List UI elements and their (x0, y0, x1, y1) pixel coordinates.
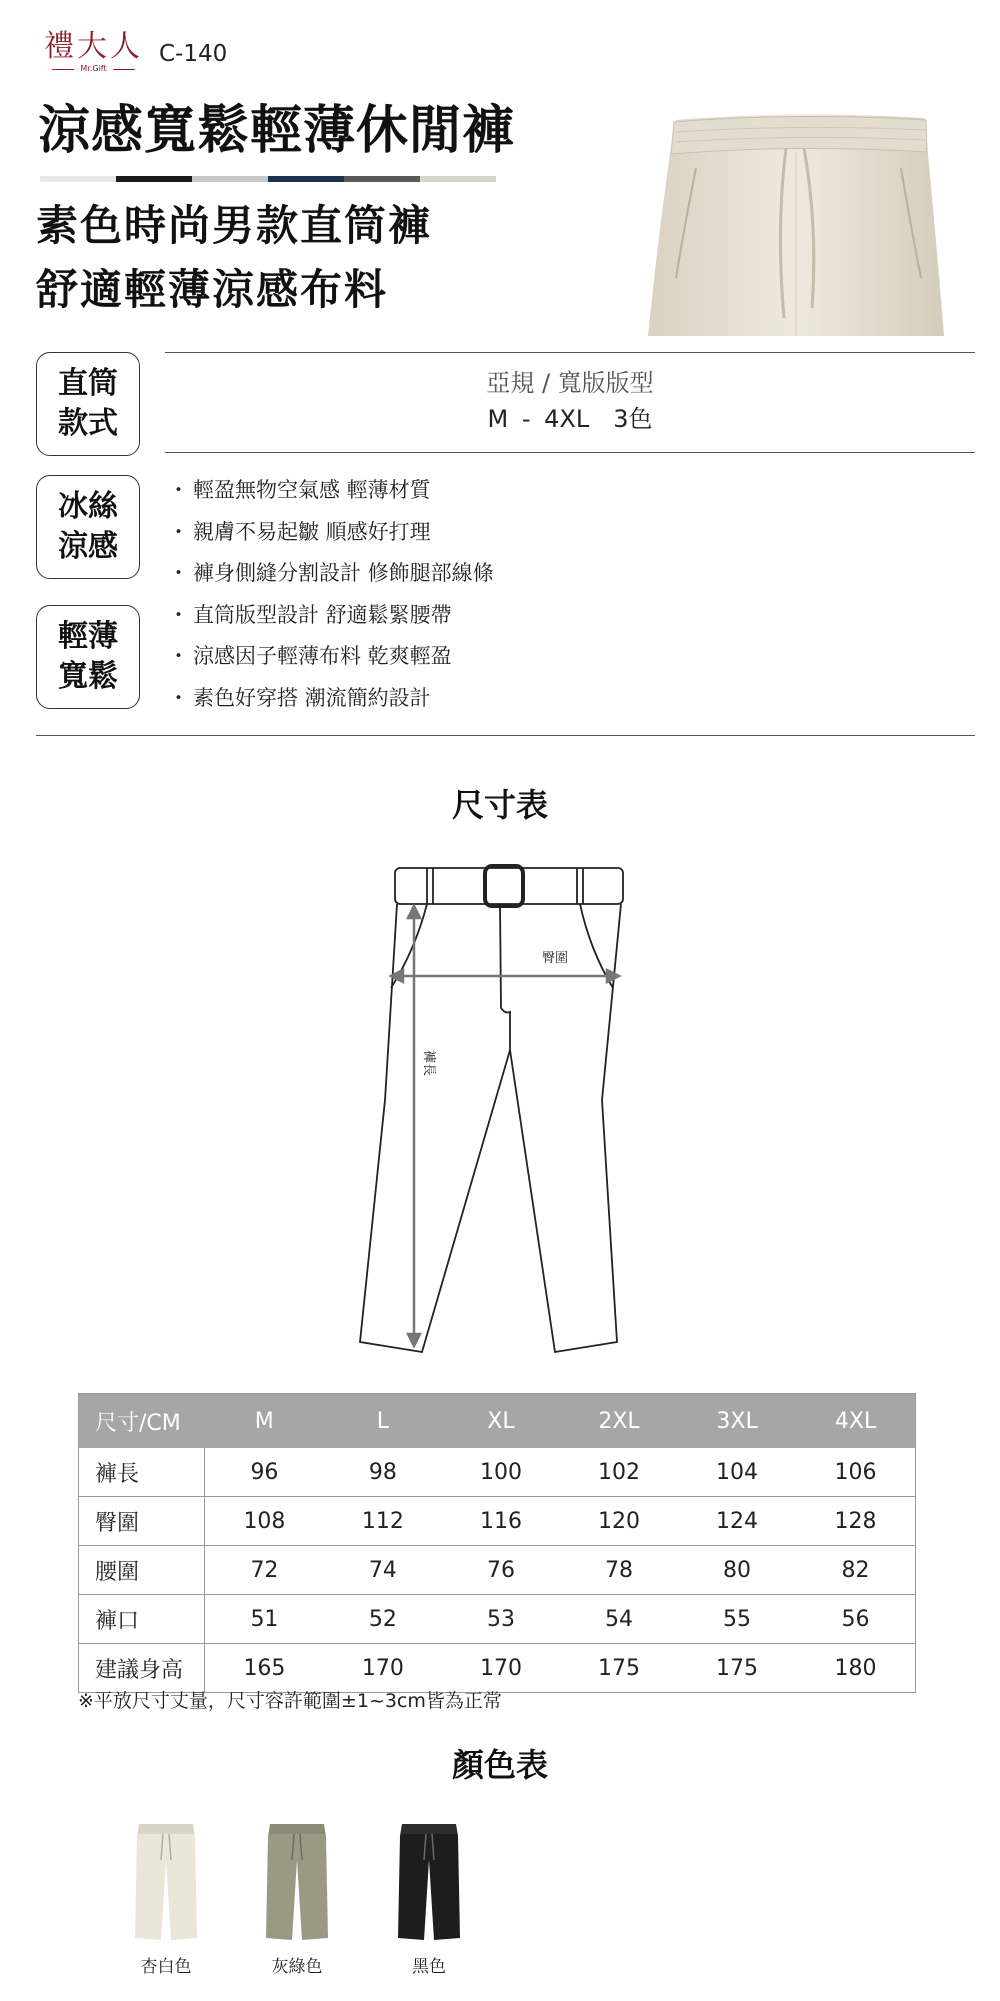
table-cell: 165 (205, 1644, 324, 1693)
pants-grey-green-image (264, 1820, 330, 1942)
product-title: 涼感寬鬆輕薄休閒褲 (38, 101, 516, 161)
table-cell: 96 (205, 1448, 324, 1497)
table-cell: 78 (560, 1546, 678, 1595)
header-cell: 4XL (796, 1394, 915, 1449)
table-cell: 104 (678, 1448, 796, 1497)
tag-style-line1: 直筒 (58, 366, 118, 401)
table-cell: 120 (560, 1497, 678, 1546)
color-bar-segment (40, 176, 116, 182)
feature-item: ・ 褲身側縫分割設計 修飾腿部線條 (168, 553, 494, 595)
table-cell: 106 (796, 1448, 915, 1497)
table-cell: 56 (796, 1595, 915, 1644)
feature-item: ・ 涼感因子輕薄布料 乾爽輕盈 (168, 636, 494, 678)
feature-item: ・ 輕盈無物空氣感 輕薄材質 (168, 470, 494, 512)
table-cell: 98 (324, 1448, 442, 1497)
tag-cool (36, 475, 140, 579)
header-cell: 尺寸/CM (79, 1394, 205, 1449)
table-cell: 53 (442, 1595, 560, 1644)
header-cell: M (205, 1394, 324, 1449)
header-cell: 2XL (560, 1394, 678, 1449)
divider-top (165, 352, 975, 353)
fit-type: 亞規 / 寬版版型 (486, 369, 654, 397)
tag-style (36, 352, 140, 456)
brand (44, 30, 227, 78)
table-row (79, 1448, 916, 1497)
divider-bottom (36, 735, 975, 736)
measurement-note: ※平放尺寸丈量，尺寸容許範圍±1~3cm皆為正常 (78, 1690, 502, 1712)
color-bar-segment (420, 176, 496, 182)
pants-size-diagram (355, 860, 665, 1360)
row-label: 腰圍 (79, 1546, 205, 1595)
tag-style-line2: 款式 (58, 406, 118, 441)
row-label: 臀圍 (79, 1497, 205, 1546)
subtitle-1: 素色時尚男款直筒褲 (36, 201, 433, 250)
size-table-header (79, 1394, 916, 1449)
feature-item: ・ 直筒版型設計 舒適鬆緊腰帶 (168, 595, 494, 637)
feature-item: ・ 素色好穿搭 潮流簡約設計 (168, 678, 494, 720)
color-section-title: 顏色表 (451, 1746, 548, 1784)
table-cell: 51 (205, 1595, 324, 1644)
color-name: 黑色 (412, 1957, 446, 1977)
table-cell: 170 (442, 1644, 560, 1693)
table-cell: 82 (796, 1546, 915, 1595)
color-swatch-grey-green (252, 1820, 342, 1977)
table-cell: 76 (442, 1546, 560, 1595)
size-table (78, 1393, 916, 1693)
divider-fit (165, 452, 975, 453)
tag-cool-line1: 冰絲 (58, 489, 118, 524)
brand-logo (44, 30, 143, 74)
color-name: 灰綠色 (271, 1957, 323, 1977)
tag-cool-line2: 涼感 (58, 529, 118, 564)
color-bar-segment (116, 176, 192, 182)
table-cell: 170 (324, 1644, 442, 1693)
brand-name-cn: 禮大人 (44, 29, 143, 64)
table-cell: 72 (205, 1546, 324, 1595)
table-cell: 102 (560, 1448, 678, 1497)
pants-black-image (396, 1820, 462, 1942)
table-cell: 112 (324, 1497, 442, 1546)
table-row (79, 1595, 916, 1644)
product-code: C-140 (159, 41, 228, 67)
row-label: 建議身高 (79, 1644, 205, 1693)
table-cell: 180 (796, 1644, 915, 1693)
feature-list (168, 470, 494, 719)
hip-label: 臀圍 (541, 951, 569, 966)
color-swatch-apricot (121, 1820, 211, 1977)
table-row (79, 1546, 916, 1595)
color-bar (40, 176, 496, 182)
length-label: 褲長 (421, 1050, 436, 1077)
table-cell: 55 (678, 1595, 796, 1644)
table-cell: 52 (324, 1595, 442, 1644)
header-cell: L (324, 1394, 442, 1449)
tag-light-line1: 輕薄 (58, 619, 118, 654)
color-bar-segment (192, 176, 268, 182)
size-range: M - 4XL 3色 (487, 405, 653, 433)
color-swatch-black (384, 1820, 474, 1977)
tag-light (36, 605, 140, 709)
table-cell: 116 (442, 1497, 560, 1546)
table-cell: 74 (324, 1546, 442, 1595)
header-cell: 3XL (678, 1394, 796, 1449)
table-cell: 80 (678, 1546, 796, 1595)
row-label: 褲口 (79, 1595, 205, 1644)
color-name: 杏白色 (140, 1957, 192, 1977)
table-cell: 124 (678, 1497, 796, 1546)
header-cell: XL (442, 1394, 560, 1449)
tag-light-line2: 寬鬆 (58, 659, 118, 694)
subtitle-2: 舒適輕薄涼感布料 (36, 265, 389, 314)
table-cell: 175 (678, 1644, 796, 1693)
row-label: 褲長 (79, 1448, 205, 1497)
brand-name-en: Mr.Gift (52, 64, 134, 74)
table-row (79, 1497, 916, 1546)
pants-apricot-image (133, 1820, 199, 1942)
table-cell: 128 (796, 1497, 915, 1546)
table-cell: 100 (442, 1448, 560, 1497)
table-cell: 108 (205, 1497, 324, 1546)
size-section-title: 尺寸表 (451, 786, 548, 824)
color-bar-segment (268, 176, 344, 182)
feature-item: ・ 親膚不易起皺 順感好打理 (168, 512, 494, 554)
table-cell: 175 (560, 1644, 678, 1693)
table-cell: 54 (560, 1595, 678, 1644)
fit-info (165, 365, 975, 437)
hero-pants-image (636, 108, 956, 336)
color-bar-segment (344, 176, 420, 182)
